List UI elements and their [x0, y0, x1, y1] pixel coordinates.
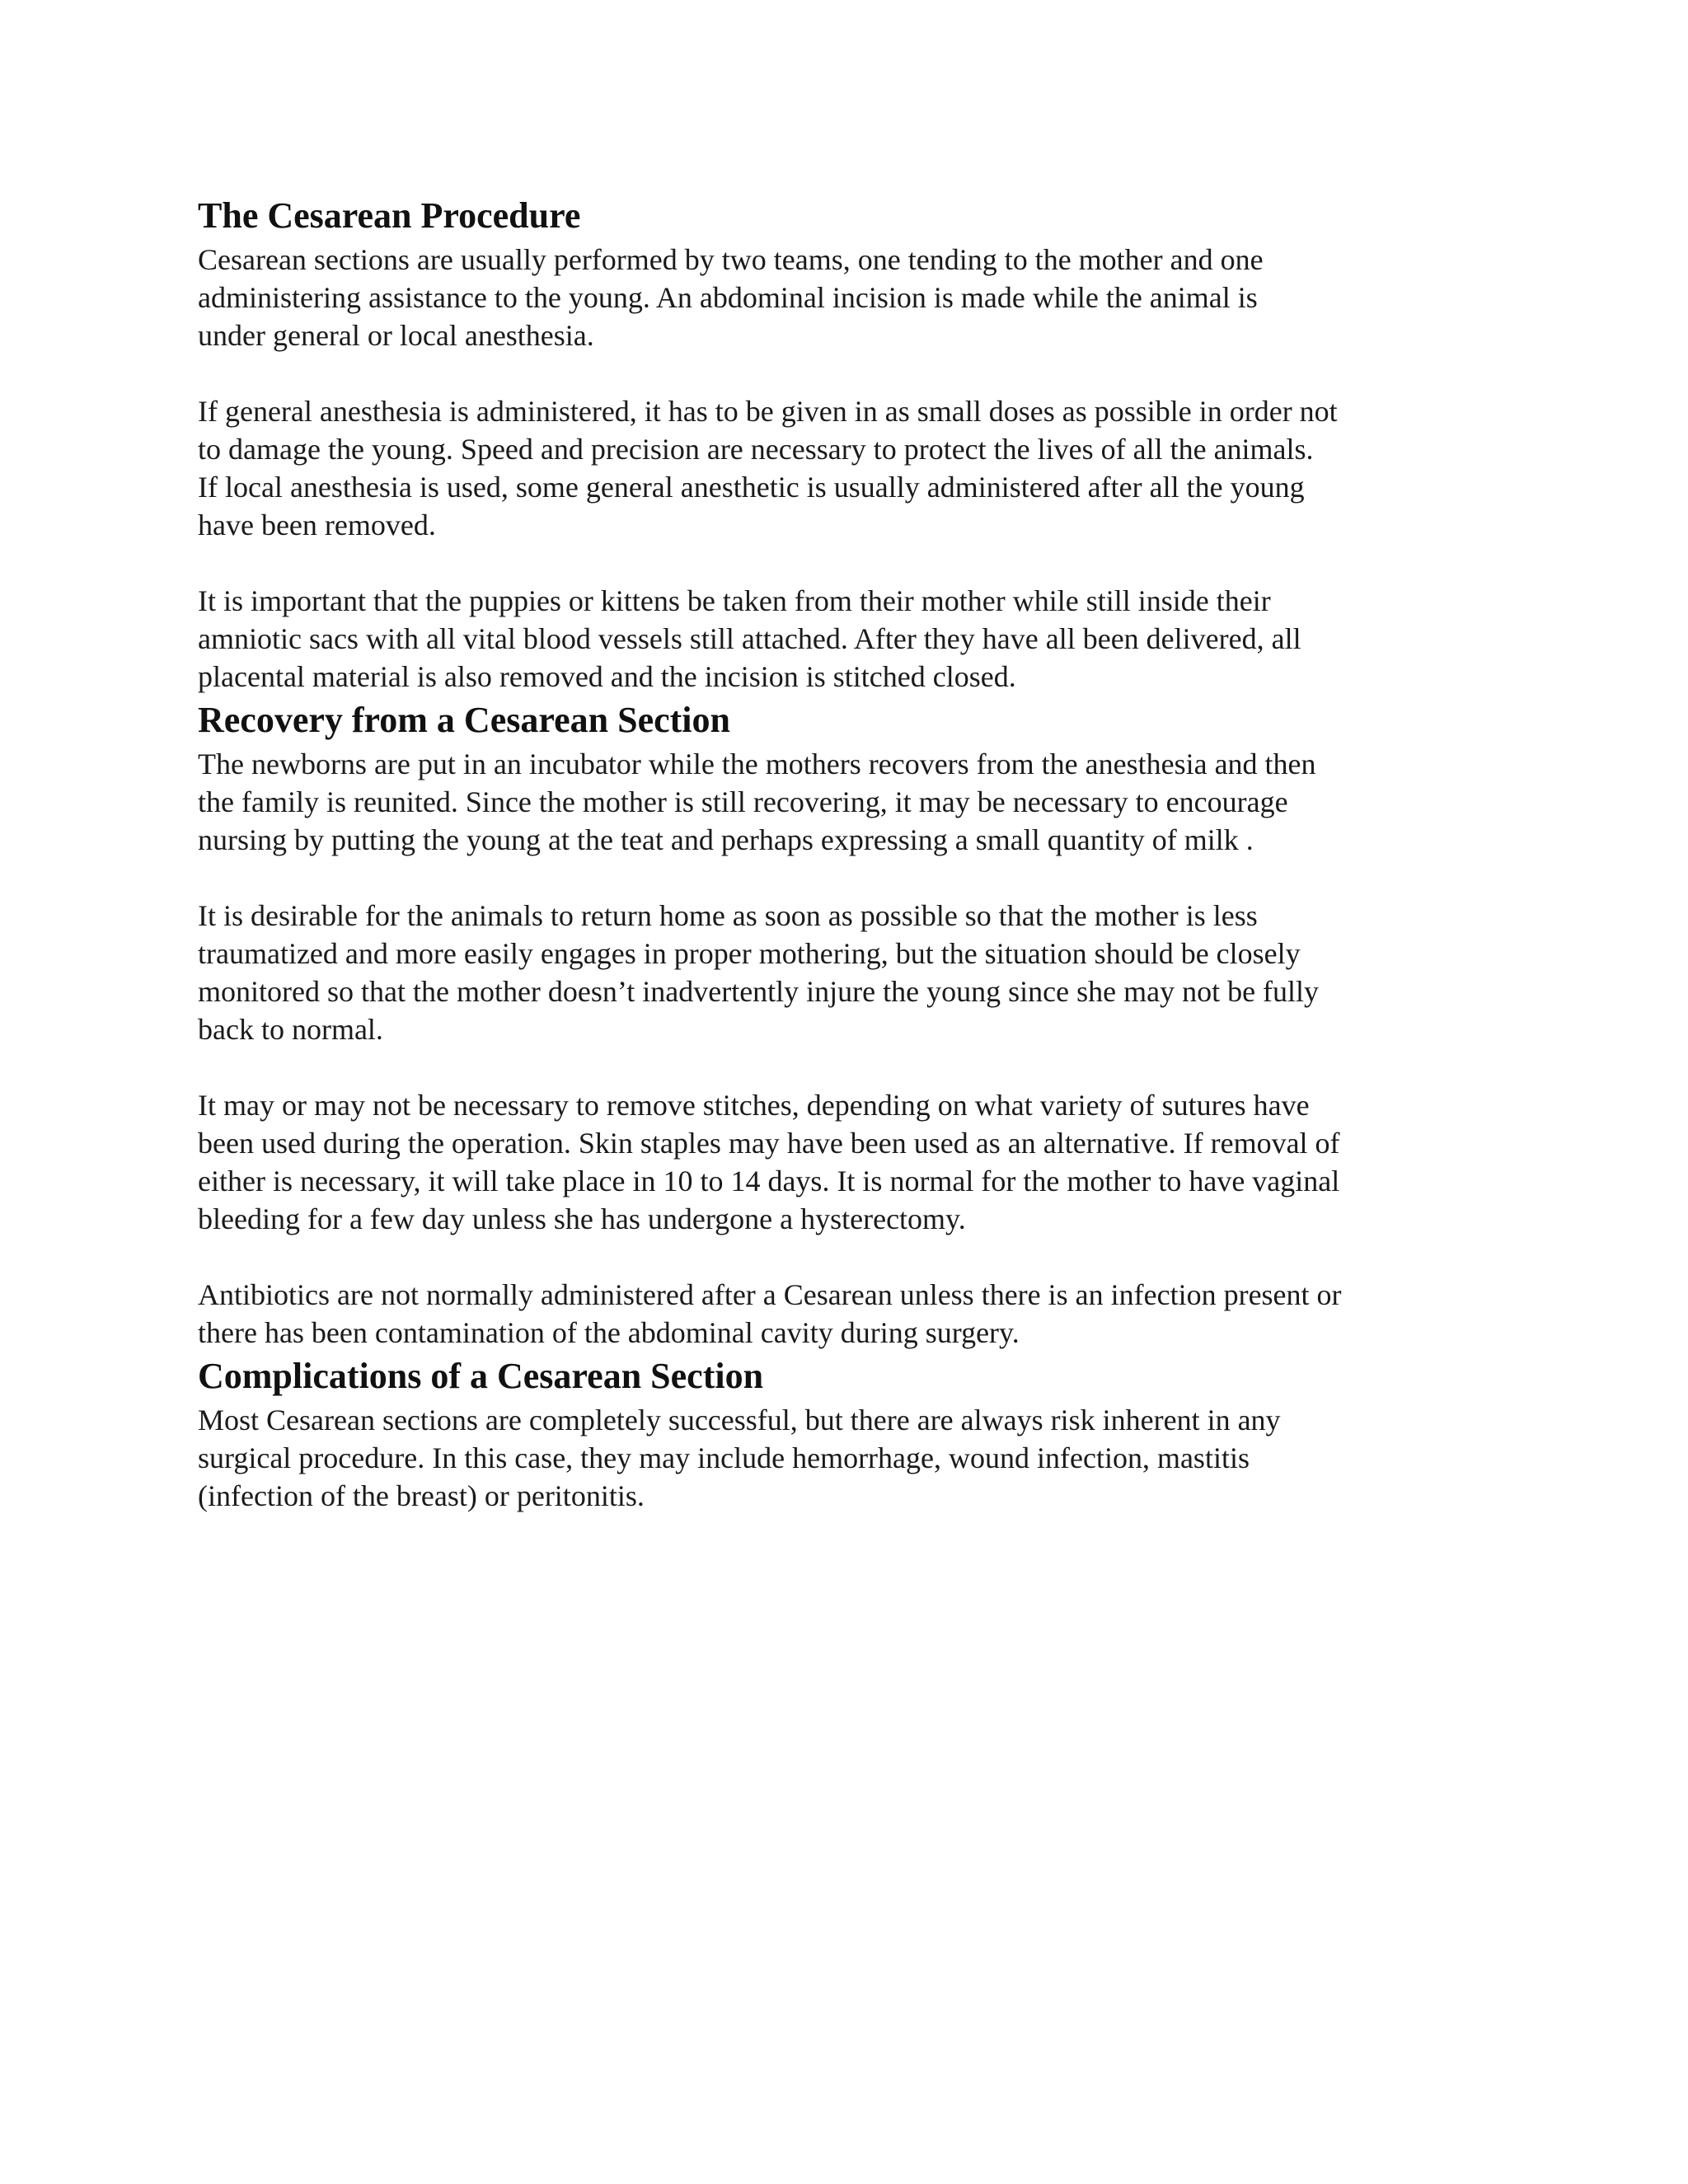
text-line: If general anesthesia is administered, it has to be given in as small doses as possible in order not: [198, 395, 1338, 428]
text-line: Most Cesarean sections are completely successful, but there are always risk inherent in any: [198, 1404, 1281, 1436]
text-line: under general or local anesthesia.: [198, 319, 594, 352]
text-line: It is desirable for the animals to return home as soon as possible so that the mother is less: [198, 899, 1258, 932]
paragraph: [198, 392, 1517, 544]
paragraph: [198, 1276, 1517, 1352]
section-heading-complications: Complications of a Cesarean Section: [198, 1356, 764, 1396]
text-line: traumatized and more easily engages in proper mothering, but the situation should be closely: [198, 937, 1301, 970]
text-line: (infection of the breast) or peritonitis.: [198, 1479, 645, 1512]
text-line: It may or may not be necessary to remove stitches, depending on what variety of sutures have: [198, 1089, 1310, 1122]
paragraph: [198, 1401, 1517, 1515]
text-line: The newborns are put in an incubator while the mothers recovers from the anesthesia and then: [198, 748, 1316, 780]
text-line: monitored so that the mother doesn’t inadvertently injure the young since she may not be fully: [198, 975, 1320, 1008]
paragraph: [198, 897, 1517, 1048]
paragraph: [198, 241, 1517, 354]
text-line: nursing by putting the young at the teat and perhaps expressing a small quantity of milk .: [198, 823, 1254, 856]
paragraph: [198, 1086, 1517, 1238]
text-line: the family is reunited. Since the mother is still recovering, it may be necessary to encourage: [198, 785, 1288, 818]
text-line: there has been contamination of the abdominal cavity during surgery.: [198, 1316, 1020, 1349]
text-line: Antibiotics are not normally administered after a Cesarean unless there is an infection present or: [198, 1278, 1342, 1311]
text-line: surgical procedure. In this case, they may include hemorrhage, wound infection, mastitis: [198, 1441, 1250, 1474]
paragraph: [198, 745, 1517, 859]
text-line: If local anesthesia is used, some general anesthetic is usually administered after all the young: [198, 471, 1305, 504]
text-line: either is necessary, it will take place in 10 to 14 days. It is normal for the mother to have vaginal: [198, 1165, 1340, 1197]
text-line: administering assistance to the young. An abdominal incision is made while the animal is: [198, 281, 1258, 314]
text-line: have been removed.: [198, 509, 436, 541]
text-line: back to normal.: [198, 1013, 383, 1046]
document-body: [198, 191, 1517, 1515]
text-line: to damage the young. Speed and precision are necessary to protect the lives of all the animals.: [198, 433, 1314, 466]
text-line: bleeding for a few day unless she has undergone a hysterectomy.: [198, 1202, 966, 1235]
text-line: amniotic sacs with all vital blood vessels still attached. After they have all been delivered, all: [198, 622, 1301, 655]
section-heading-cesarean-procedure: The Cesarean Procedure: [198, 195, 581, 236]
text-line: It is important that the puppies or kittens be taken from their mother while still inside their: [198, 584, 1271, 617]
text-line: been used during the operation. Skin staples may have been used as an alternative. If removal of: [198, 1127, 1340, 1160]
text-line: Cesarean sections are usually performed by two teams, one tending to the mother and one: [198, 243, 1264, 276]
text-line: placental material is also removed and the incision is stitched closed.: [198, 660, 1016, 693]
paragraph: [198, 582, 1517, 696]
section-heading-recovery: Recovery from a Cesarean Section: [198, 700, 730, 740]
